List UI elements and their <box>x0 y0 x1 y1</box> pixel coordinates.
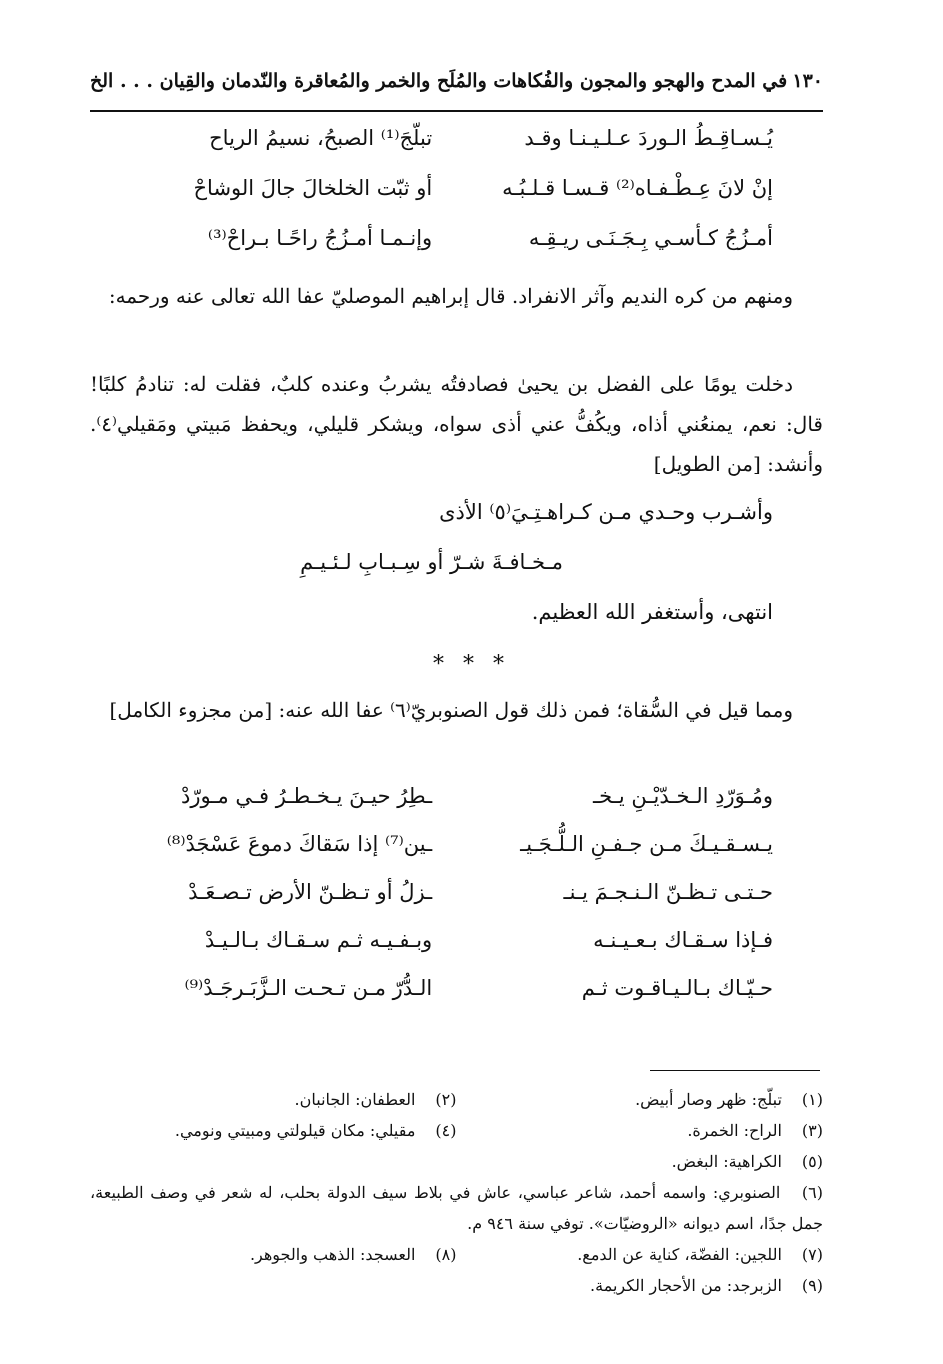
poem-top <box>130 126 773 276</box>
footnote-divider <box>650 1070 820 1071</box>
verse-line <box>130 880 773 928</box>
running-title: في المدح والهجو والمجون والفُكاهات والمُلَح والخمر والمُعاقرة والنّدمان والقِيان . . . الخ <box>90 70 788 92</box>
verse-first-hemistich: حـيّـاك بـالـيـاقـوت ثـم <box>581 976 773 1000</box>
verse-first-hemistich: يُـسـاقِـطُ الـوردَ عـلـيـنـا وقـد <box>524 126 773 150</box>
footnote-number: (٥) <box>801 1152 823 1171</box>
paragraph-text: ومما قيل في السُّقاة؛ فمن ذلك قول الصنوبريّ⁽٦⁾ عفا الله عنه: [من مجزوء الكامل] <box>109 698 793 722</box>
footnote-text: الكراهية: البغض. <box>671 1152 782 1171</box>
paragraph-text: دخلت يومًا على الفضل بن يحيىٰ فصادفتُه يشربُ وعنده كلبٌ، فقلت له: تنادمُ كلبًا! قال: نعم، يمنعُني أذاه، ويكُفُّ عني أذى سواه، ويشكر قليلي، ويحفظ مَبيتي ومَقيلي⁽٤⁾. وأنشد: [من الطويل] <box>90 372 823 476</box>
verse-line <box>130 976 773 1024</box>
verse-line <box>130 126 773 176</box>
footnote-1 <box>457 1084 824 1115</box>
footnote-row <box>90 1270 823 1301</box>
footnote-row <box>90 1084 823 1115</box>
footnote-number: (٦) <box>801 1183 823 1202</box>
footnote-text: مقيلي: مكان قيلولتي ومبيتي ونومي. <box>174 1121 416 1140</box>
footnote-row <box>90 1146 823 1177</box>
page-header <box>90 70 823 92</box>
footnote-number: (٤) <box>435 1121 457 1140</box>
verse-first-hemistich: يـسـقـيـكَ مـن جـفـنِ الـلُّـجَـيـ <box>520 832 773 856</box>
footnote-5 <box>457 1146 824 1177</box>
footnote-text: الصنوبري: واسمه أحمد، شاعر عباسي، عاش في بلاط سيف الدولة بحلب، له شعر في وصف الطبيعة، جمل جدًا، اسم ديوانه «الروضيّات». توفي سنة ٩٤٦ م. <box>90 1183 823 1233</box>
paragraph-saqi <box>90 690 823 730</box>
paragraph-anecdote <box>90 364 823 484</box>
footnote-number: (٩) <box>801 1276 823 1295</box>
tawil-first-line: وأشـرب وحـدي مـن كـراهـتِـيَ⁽٥⁾ الأذى <box>439 500 773 524</box>
verse-line <box>130 784 773 832</box>
footnote-4 <box>90 1115 457 1146</box>
verse-line <box>130 832 773 880</box>
paragraph-intro <box>90 276 823 316</box>
footnote-text: الراح: الخمرة. <box>687 1121 782 1140</box>
footnote-6 <box>90 1177 823 1239</box>
footnote-row <box>90 1239 823 1270</box>
paragraph-text: ومنهم من كره النديم وآثر الانفراد. قال إبراهيم الموصليّ عفا الله تعالى عنه ورحمه: <box>108 284 793 308</box>
verse-line <box>130 176 773 226</box>
footnote-text: العسجد: الذهب والجوهر. <box>249 1245 416 1264</box>
header-divider <box>90 110 823 112</box>
verse-second-hemistich: ـين⁽⁷⁾ إذا سَقاكَ دموعَ عَسْجَدْ⁽⁸⁾ <box>166 832 433 856</box>
footnote-text: اللجين: الفضّة، كناية عن الدمع. <box>577 1245 782 1264</box>
footnotes <box>90 1084 823 1301</box>
verse-first-hemistich: أمـزُجُ كـأسـي بِـجَـنَـى ريـقِـه <box>528 226 773 250</box>
footnote-text: الزبرجد: من الأحجار الكريمة. <box>590 1276 782 1295</box>
closing-line: انتهى، وأستغفر الله العظيم. <box>531 600 773 624</box>
footnote-number: (١) <box>801 1090 823 1109</box>
verse-second-hemistich: تبلّجَ⁽¹⁾ الصبحُ، نسيمُ الرياح <box>209 126 433 150</box>
verse-first-hemistich: إنْ لانَ عِـطْـفـاه⁽²⁾ قـسـا قـلـبُـه <box>502 176 773 200</box>
footnote-number: (٣) <box>801 1121 823 1140</box>
verse-first-hemistich: حـتـى تـظـنّ الـنـجـمَ يـنـ <box>563 880 773 904</box>
footnote-7 <box>457 1239 824 1270</box>
footnote-text: العطفان: الجانبان. <box>294 1090 416 1109</box>
verse-first-hemistich: ومُـوَرّدِ الـخـدّيْـنِ يـخـ <box>592 784 773 808</box>
page-number: ١٣٠ <box>792 70 823 92</box>
footnote-number: (٧) <box>801 1245 823 1264</box>
tawil-second-line: مـخـافـةَ شـرّ أو سِـبـابِ لـئـيـمِ <box>300 550 563 574</box>
footnote-3 <box>457 1115 824 1146</box>
verse-first-hemistich: فـإذا سـقـاك بـعـيـنـه <box>593 928 773 952</box>
verse-second-hemistich: وإنـمـا أمـزُجُ راحًـا بـراحْ⁽³⁾ <box>207 226 433 250</box>
verse-second-hemistich: وبـفـيـه ثـم سـقـاك بـالـيـدْ <box>204 928 433 952</box>
verse-line <box>130 928 773 976</box>
verse-second-hemistich: ـزلُ أو تـظـنّ الأرض تـصـعَـدْ <box>188 880 433 904</box>
poem-bottom <box>130 784 773 1024</box>
verse-second-hemistich: أو ثبّت الخلخالَ جالَ الوشاحْ <box>193 176 433 200</box>
verse-second-hemistich: ـطِرُ حيـنَ يـخـطـرُ فـي مـورّدْ <box>180 784 433 808</box>
verse-second-hemistich: الـدُّرّ مـن تـحـت الـزَّبَـرجَـدْ⁽⁹⁾ <box>184 976 433 1000</box>
footnote-number: (٢) <box>435 1090 457 1109</box>
footnote-row <box>90 1115 823 1146</box>
verse-line <box>130 226 773 276</box>
footnote-2 <box>90 1084 457 1115</box>
section-separator: * * * <box>433 652 510 677</box>
footnote-number: (٨) <box>435 1245 457 1264</box>
footnote-9 <box>457 1270 824 1301</box>
footnote-text: تبلّج: ظهر وصار أبيض. <box>635 1090 782 1109</box>
footnote-8 <box>90 1239 457 1270</box>
